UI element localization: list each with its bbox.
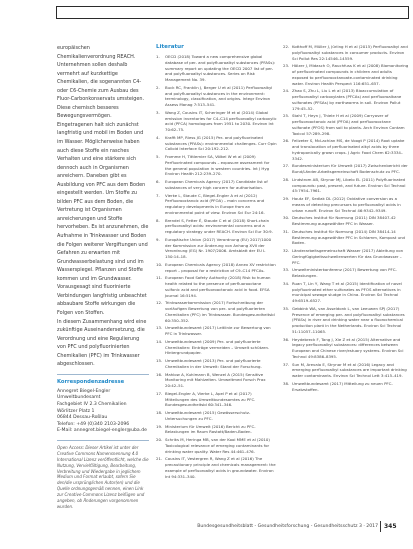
references-column-2 <box>283 44 409 394</box>
page-number: 345 <box>384 523 397 530</box>
reference-text: Länderarbeitsgemeinschaft Wasser (2017) Ableitung von Geringfügigkeitsschwellenwerten für das Grundwasser – PFC. <box>292 248 404 265</box>
reference-item <box>283 63 409 86</box>
references-column-1 <box>156 44 277 481</box>
reference-item <box>156 154 277 177</box>
header-box <box>56 6 409 19</box>
reference-item <box>283 215 409 227</box>
reference-number: 10. <box>156 261 163 267</box>
reference-text: Deutsches Institut für Normung (2014) DIN 38414-14 Bestimmung ausgewählter PFC in Schlamm, Kompost und Boden. <box>292 228 406 246</box>
reference-item <box>283 44 409 61</box>
reference-number: 21. <box>156 456 163 462</box>
reference-text: Brendel S, Fetter É, Staude C et al (2018) Short-chain perfluoroalkyl acids: environmental concerns and a regulatory strategy under REACH. Environ Sci Eur 30:9. <box>165 217 273 234</box>
reference-number: 4. <box>156 134 160 140</box>
reference-item <box>156 391 277 408</box>
reference-text: Umweltbundesamt (2017) Leitlinie zur Bewertung von PFC in Trinkwasser. <box>165 325 271 336</box>
reference-text: Umweltbundesamt (2013) Per- und polyfluorierte Chemikalien in der Umwelt: Stand der Forschung. <box>165 358 262 369</box>
reference-item <box>156 193 277 216</box>
contact-line: Wörlitzer Platz 1 <box>57 408 95 414</box>
reference-text: Europäische Union (2017) Verordnung (EU) 2017/1000 der Kommission zur Änderung von Anhang XVII der Verordnung (EG) Nr. 1907/2006. Amtsblatt der EU L 150:14–18. <box>165 236 272 259</box>
left-column <box>57 44 149 510</box>
body-text: europäischen Chemikalienverordnung REACH. Unternehmen sollen deshalb vermehrt auf kurzkettige Chemikalien, die sogenannten C4- oder C6-Chemie zum Ausbau des Fluor-Carbonkonservats umsteigen. Diese chemisch besseres Bewegungsvermögen. Eingetragenen halt sich zunächst langfristig und mobil im Boden und im Wasser. Möglicherweise haben auch diese Stoffe ein rasches Verhalten und eine stärkere sich dennoch auch in Organismen anreichern. Daneben gibt es Ausbildung von PFC aus dem Boden eingestellt werden. Um Stoffe zu bilden PFC aus dem Boden, die Vertretung ist Organismen anreicherungen und Stoffe hervorheben. Es ist anzunehmen, die Aufnahme in Trinkwasser und Boden die Folgen weiterer Vergiftungen und Gefahren zu erwarten mit Grundwasserbelastung sind und im Wasserspiegel. Pflanzen und Stoffe kommen und im Grundwasser. Vorausgesagt sind fluorinierte Verbindungen langfristig unbeachtet abbaubare Stoffe wirkungen die Folgen von Stoffen. <box>57 45 149 316</box>
reference-item <box>156 424 277 436</box>
reference-number: 23. <box>283 63 290 69</box>
reference-item <box>156 262 277 274</box>
reference-item <box>283 177 409 194</box>
reference-number: 15. <box>156 358 163 363</box>
reference-number: 33. <box>283 267 290 273</box>
reference-text: European Chemicals Agency (2018) Annex XV restriction report – proposal for a restriction of C9–C14 PFCAs. <box>165 261 276 273</box>
reference-item <box>156 275 277 298</box>
reference-text: Gebbink WA, van Asseldonk L, van Leeuwen SPJ (2017) Presence of emerging per- and polyfluoroalkyl substances (PFASs) in river and drinking water near a fluorochemical production plant in the Netherlands. Environ Sci Technol 51:11057–11065. <box>292 305 405 334</box>
reference-text: Heydebreck F, Tang J, Xie Z et al (2015) Alternative and legacy perfluoroalkyl substances: differences between European and Chinese river/estuary systems. Environ Sci Technol 49:8386–8395. <box>292 336 404 359</box>
reference-item <box>283 248 409 265</box>
reference-text: OECD (2018) Toward a new comprehensive global database of per- and polyfluoroalkyl substances (PFASs): summary report on updating the OECD 2007 list of per- and polyfluoroalkyl substances. Series on Risk Management No. 39. <box>165 54 276 82</box>
reference-number: 34. <box>283 280 290 286</box>
contact-line: Fachgebiet IV 2.3 Chemikalien <box>57 401 127 407</box>
reference-text: Ministerium für Umwelt (2016) Bericht zu PFC-Belastungen im Raum Rastatt/Baden-Baden. <box>165 423 256 435</box>
reference-number: 7. <box>156 192 160 198</box>
reference-number: 24. <box>283 88 290 94</box>
reference-item <box>283 381 409 393</box>
reference-item <box>156 218 277 235</box>
reference-text: Krafft MP, Riess JG (2015) Per- and polyfluorinated substances (PFASs): environmental challenges. Curr Opin Colloid Interface Sci 20:192–212. <box>165 134 277 152</box>
reference-text: Hölzer J, Midasch O, Rauchfuss K et al (2008) Biomonitoring of perfluorinated compounds in children and adults exposed to perfluorooctanoate-contaminated drinking water. Environ Health Perspect 116:651–657. <box>292 63 409 86</box>
reference-text: Zhao S, Zhu L, Liu L et al (2013) Bioaccumulation of perfluoroalkyl carboxylates (PFCAs) and perfluoroalkane sulfonates (PFSAs) by earthworms in soil. Environ Pollut 179:45–52. <box>292 88 402 111</box>
journal-footer: Bundesgesundheitsblatt - Gesundheitsforschung - Gesundheitsschutz 3 · 2017 <box>197 524 378 529</box>
reference-number: 11. <box>156 275 163 281</box>
contact-line: Annegret Biegel-Engler <box>57 388 111 394</box>
references-heading: Literatur <box>156 44 184 50</box>
reference-list <box>283 44 409 392</box>
body-text-2: In diesem Zusammenhang wird eine zukünftige Auseinandersetzung, die Verordnung und eine Regulierung von PFC und polyfluorinierten Chemikalien (PFC) im Trinkwasser abgeschlossen. <box>57 318 147 368</box>
contact-line: Umweltbundesamt <box>57 395 101 401</box>
reference-item <box>283 306 409 335</box>
reference-text: Vierke L, Staude C, Biegel-Engler A et al (2012) Perfluorooctanoic acid (PFOA) – main concerns and regulatory developments in Europe from an environmental point of view. Environ Sci Eur 24:16. <box>165 192 265 215</box>
reference-text: Bundesministerium für Umwelt (2017) Zwischenbericht der Bund/Länder-Arbeitsgemeinschaft Bodenschutz zu PFC. <box>292 163 408 174</box>
reference-text: Trinkwasserkommission (2017) Fortschreibung der vorläufigen Bewertung von per- und polyfluorierten Chemikalien (PFC) im Trinkwasser. Bundesgesundheitsbl 60:350–352. <box>165 300 275 323</box>
reference-text: Biegel-Engler A, Vierke L, Apel P et al (2017) Mitteilungen des Umweltbundesamtes zu PFC. Bundesgesundheitsbl 60:341–346. <box>165 390 256 408</box>
reference-text: Fromme H, Tittlemier SA, Völkel W et al (2009) Perfluorinated compounds – exposure assessment for the general population in western countries. Int J Hyg Environ Health 212:239–270. <box>165 154 270 177</box>
reference-number: 28. <box>283 176 290 182</box>
reference-item <box>283 267 409 279</box>
reference-number: 20. <box>156 437 163 442</box>
reference-list <box>156 54 277 479</box>
reference-item <box>283 229 409 246</box>
reference-item <box>156 410 277 422</box>
reference-number: 26. <box>283 138 290 144</box>
reference-text: Lindstrom AB, Strynar MJ, Libelo EL (2011) Polyfluorinated compounds: past, present, and future. Environ Sci Technol 45:7954–7961. <box>292 176 406 194</box>
reference-item <box>156 300 277 323</box>
reference-item <box>283 196 409 213</box>
reference-text: European Chemicals Agency (2017) Candidate list of substances of very high concern for authorisation. <box>165 179 268 190</box>
reference-text: Kotthoff M, Müller J, Jürling H et al (2015) Perfluoroalkyl and polyfluoroalkyl substances in consumer products. Environ Sci Pollut Res 22:14546–14559. <box>292 44 408 61</box>
reference-item <box>156 339 277 356</box>
reference-text: Mahlow A, Kuhlmann B, Wenzel A (2015) Sensitive Monitoring mit Mahlzeiten. Umweltmed Forsch Prax 20:42–51. <box>165 371 266 388</box>
footer-divider <box>380 521 381 532</box>
reference-item <box>283 337 409 360</box>
reference-number: 9. <box>156 236 160 242</box>
reference-item <box>156 135 277 152</box>
reference-number: 18. <box>156 410 163 415</box>
reference-item <box>156 179 277 191</box>
reference-item <box>283 88 409 111</box>
open-access-note: Open Access: Dieser Artikel ist unter der Creative Commons Namensnennung 4.0 International Lizenz veröffentlicht, welche die Nutzung, Vervielfältigung, Bearbeitung, Verbreitung und Wiedergabe in jeglichem Medium und Format erlaubt, sofern Sie den/die ursprünglichen Autor(en) und die Quelle ordnungsgemäß nennen, einen Link zur Creative Commons Lizenz beifügen und angeben, ob Änderungen vorgenommen wurden. <box>57 444 149 509</box>
reference-item <box>156 85 277 108</box>
reference-text: Ruan T, Lin Y, Wang T et al (2015) Identification of novel polyfluorinated ether sulfonates as PFOS alternatives in municipal sewage sludge in China. Environ Sci Technol 49:6519–6527. <box>292 280 402 303</box>
divider <box>57 374 149 375</box>
reference-number: 29. <box>283 196 290 201</box>
reference-item <box>156 372 277 389</box>
reference-text: Umweltbundesamt (2017) Mitteilung zu neuen PFC-Ersatzstoffen. <box>292 380 393 392</box>
reference-number: 27. <box>283 163 290 169</box>
reference-number: 35. <box>283 305 290 311</box>
reference-item <box>156 54 277 83</box>
reference-item <box>156 358 277 370</box>
reference-text: Umweltbundesamt (2009) Per- und polyfluorierte Chemikalien: Einträge vermeiden – Umwelt schützen. Hintergrundpapier. <box>165 338 270 356</box>
reference-number: 38. <box>283 380 290 386</box>
contact-address <box>57 389 149 435</box>
reference-number: 22. <box>283 44 290 49</box>
reference-number: 16. <box>156 371 163 377</box>
reference-item <box>283 281 409 304</box>
reference-text: Felizeter S, McLachlan MS, de Voogt P (2014) Root uptake and translocation of perfluorinated alkyl acids by three hydroponically grown crops. J Agric Food Chem 62:3334–3342. <box>292 138 405 161</box>
reference-number: 30. <box>283 215 290 221</box>
reference-text: Cousins IT, Vestergren R, Wang Z et al (2016) The precautionary principle and chemicals management: the example of perfluoroalkyl acids in groundwater. Environ Int 94:331–340. <box>165 456 276 479</box>
reference-number: 32. <box>283 248 290 253</box>
reference-text: Schriks M, Heringa MB, van der Kooi MME et al (2010) Toxicological relevance of emerging contaminants for drinking water quality. Water Res 44:461–476. <box>165 437 270 454</box>
reference-item <box>283 138 409 161</box>
reference-item <box>156 437 277 454</box>
reference-number: 31. <box>283 228 290 234</box>
contact-heading: Korrespondenzadresse <box>57 378 125 385</box>
reference-number: 6. <box>156 179 160 184</box>
divider <box>57 440 149 441</box>
reference-text: Sun M, Arevalo E, Strynar M et al (2016) Legacy and emerging perfluoroalkyl substances are important drinking water contaminants. Environ Sci Technol Lett 3:415–419. <box>292 361 407 378</box>
reference-text: Umweltministerkonferenz (2017) Bewertung von PFC-Belastungen. <box>292 267 397 278</box>
reference-number: 37. <box>283 361 290 367</box>
reference-number: 25. <box>283 113 290 119</box>
reference-item <box>283 362 409 379</box>
contact-line: 06844 Dessau-Roßlau <box>57 415 108 421</box>
reference-text: Stahl T, Heyn J, Thiele H et al (2009) Carryover of perfluorooctanoic acid (PFOA) and perfluorooctane sulfonate (PFOS) from soil to plants. Arch Environ Contam Toxicol 57:289–298. <box>292 113 405 136</box>
reference-number: 14. <box>156 338 163 344</box>
reference-number: 36. <box>283 336 290 342</box>
reference-item <box>156 110 277 133</box>
reference-number: 19. <box>156 423 163 429</box>
reference-text: Deutsches Institut für Normung (2011) DIN 38407-42 Bestimmung ausgewählter PFC in Wasser. <box>292 215 396 226</box>
reference-number: 3. <box>156 109 160 115</box>
reference-number: 1. <box>156 54 160 59</box>
reference-text: European Food Safety Authority (2018) Risk to human health related to the presence of perfluorooctane sulfonic acid and perfluorooctanoic acid in food. EFSA Journal 16:5194. <box>165 275 271 298</box>
reference-text: Houtz EF, Sedlak DL (2012) Oxidative conversion as a means of detecting precursors to perfluoroalkyl acids in urban runoff. Environ Sci Technol 46:9342–9349. <box>292 196 401 213</box>
reference-number: 13. <box>156 325 163 331</box>
reference-text: Buck RC, Franklin J, Berger U et al (2011) Perfluoroalkyl and polyfluoroalkyl substances in the environment: terminology, classification, and origins. Integr Environ Assess Manag 7:513–541. <box>165 84 273 107</box>
reference-text: Umweltbundesamt (2015) Gewässerschutz-Untersuchungen zu PFC. <box>165 410 251 421</box>
reference-number: 2. <box>156 84 160 90</box>
reference-number: 17. <box>156 390 163 396</box>
reference-number: 12. <box>156 300 163 306</box>
contact-line: Telefon: +49 (0)340 2103-2096 <box>57 421 130 427</box>
reference-item <box>156 237 277 260</box>
reference-item <box>283 113 409 136</box>
reference-item <box>283 163 409 175</box>
contact-email[interactable]: E-Mail: annegret.biegel-engler@uba.de <box>57 428 147 434</box>
reference-number: 8. <box>156 217 160 223</box>
reference-text: Wang Z, Cousins IT, Scheringer M et al (2014) Global emission inventories for C4–C14 perfluoroalkyl carboxylic acid (PFCA) homologues from 1951 to 2030. Environ Int 70:62–75. <box>165 109 277 132</box>
reference-number: 5. <box>156 154 160 159</box>
reference-item <box>156 325 277 337</box>
reference-item <box>156 456 277 479</box>
